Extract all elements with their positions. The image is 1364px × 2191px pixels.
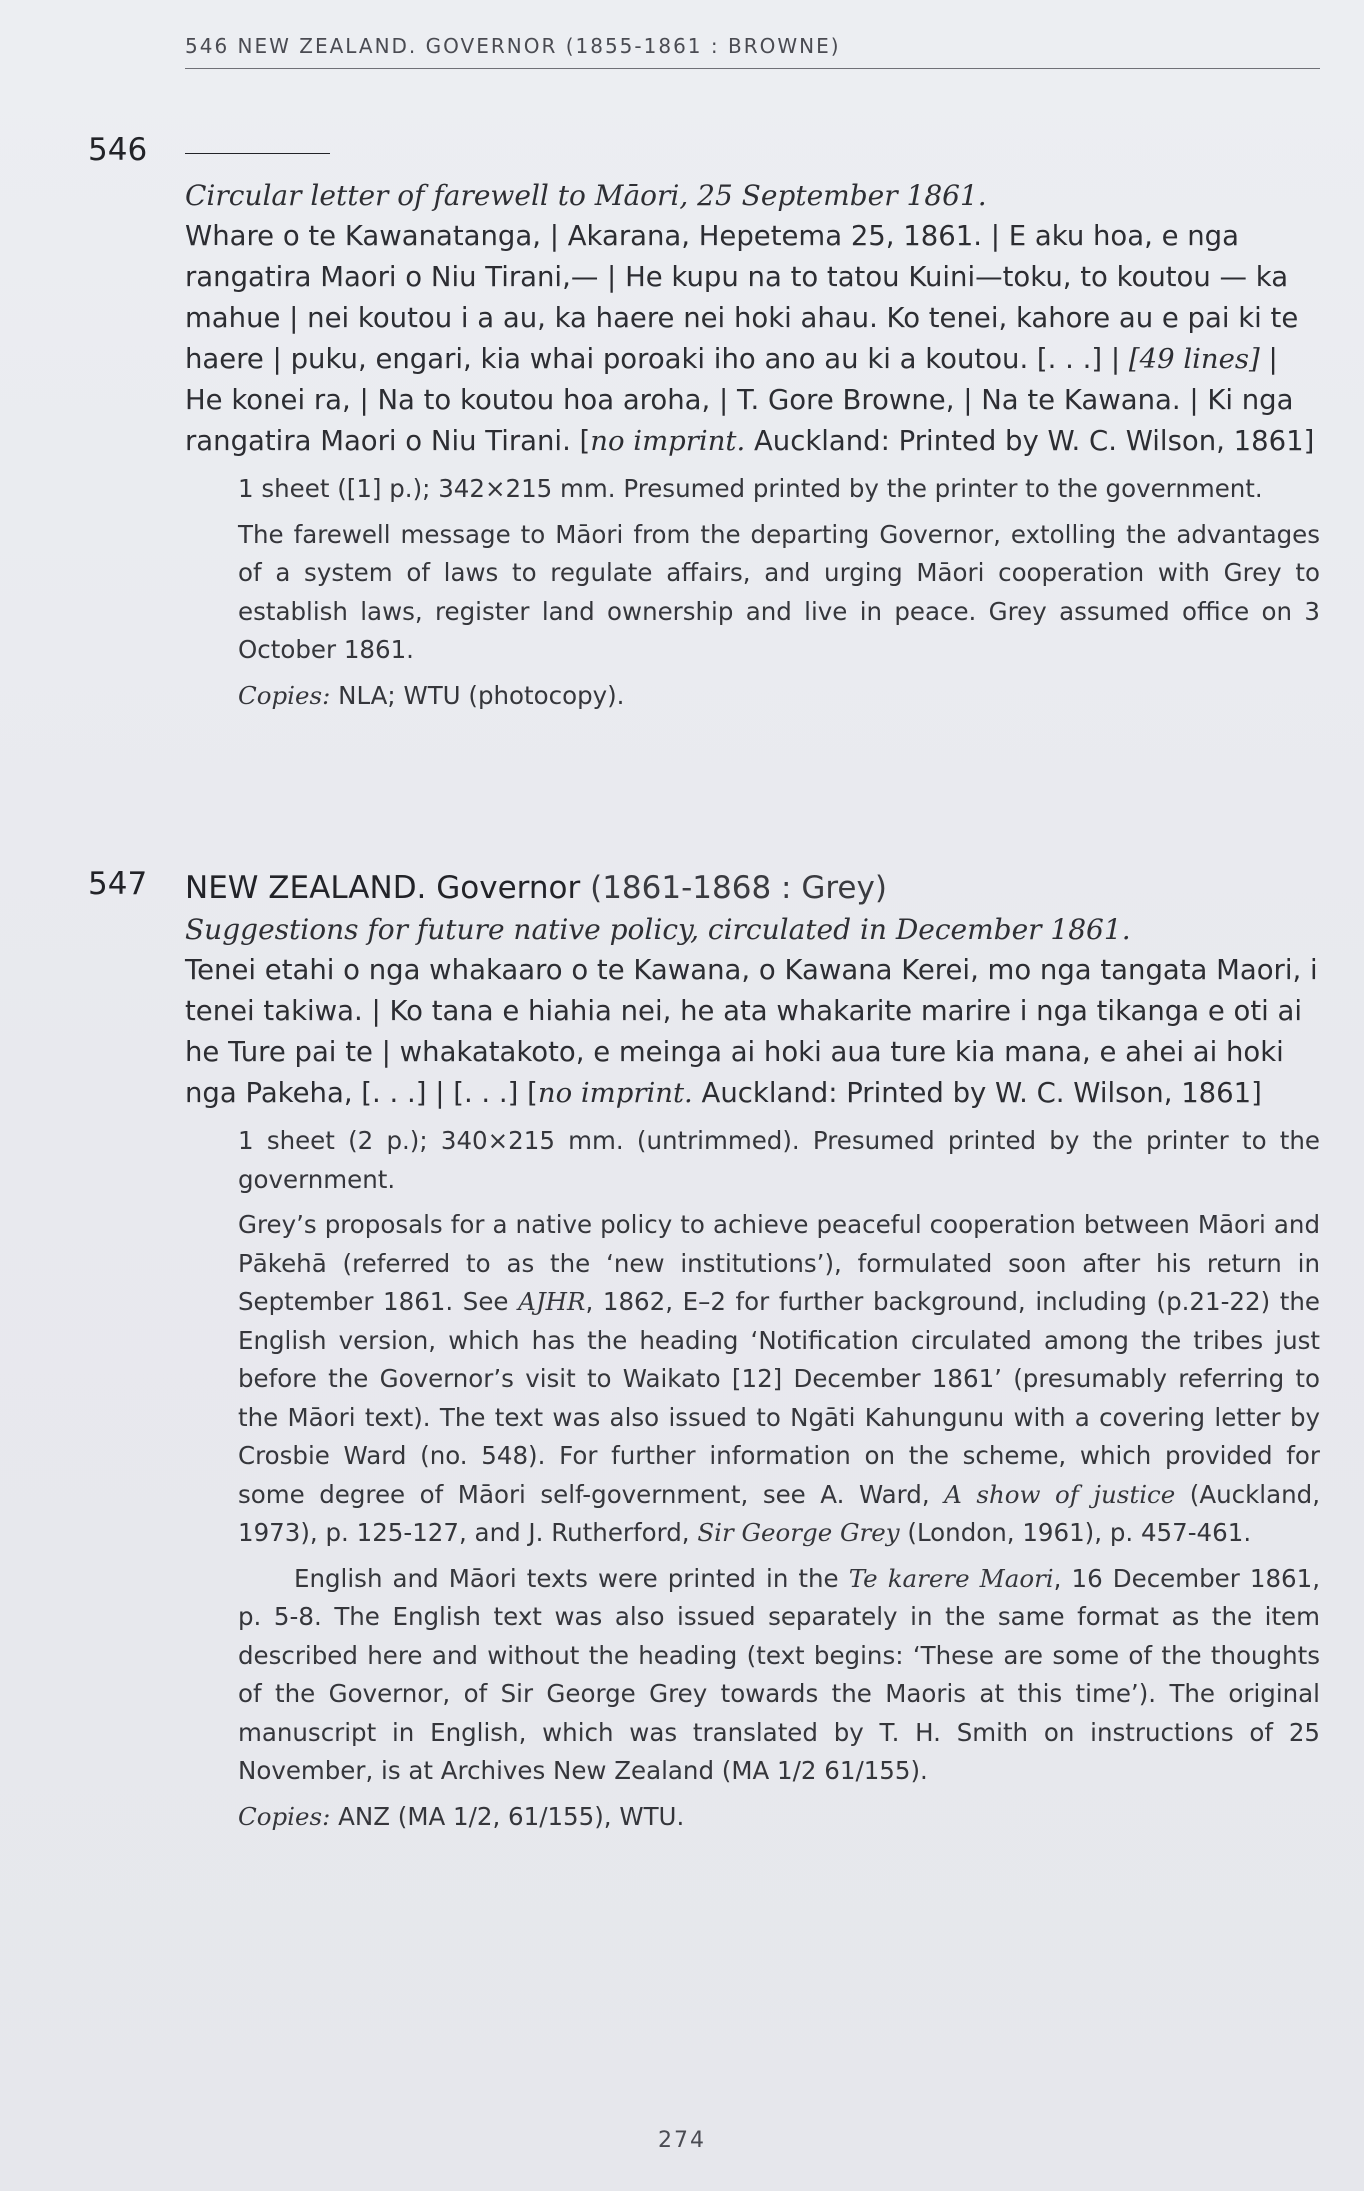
transcription-text: Tenei etahi o nga whakaaro o te Kawana, o Kawana Kerei, mo nga tangata Maori, i tenei takiwa. | Ko tana e hiahia nei, he ata whakarite marire i nga tikanga e oti ai he Ture pai te | whakatakoto, e meinga ai hoki aua ture kia mana, e ahei ai hoki nga Pakeha, [. . .] | [. . .] [ (185, 954, 1318, 1109)
page-number: 274 (658, 2128, 706, 2153)
entry-body (185, 132, 1320, 715)
entry-notes (238, 470, 1320, 715)
author-name: NEW ZEALAND. Governor (185, 870, 581, 906)
note-text: 1 sheet (2 p.); 340×215 mm. (untrimmed). Presumed printed by the printer to the government. (238, 1126, 1320, 1194)
transcription-text: Auckland: Printed by W. C. Wilson, 1861] (692, 1077, 1262, 1109)
transcription-text: Whare o te Kawanatanga, | Akarana, Hepetema 25, 1861. | E aku hoa, e nga rangatira Maori o Niu Tirani,— | He kupu na to tatou Kuini—toku, to koutou — ka mahue | nei koutou i a au, ka haere nei hoki ahau. Ko tenei, kahore au e pai ki te haere | puku, engari, kia whai poroaki iho ano au ki a koutou. [. . .] | (185, 220, 1299, 375)
note-text: (Auckland, 1973), p. 125-127, and J. Rutherford, (238, 1479, 1320, 1547)
copies-note (238, 677, 1320, 716)
note-text: Grey’s proposals for a native policy to achieve peaceful cooperation between Māori and Pākehā (referred to as the ‘new institutions’), formulated soon after his return in September 1861. See (238, 1210, 1320, 1316)
note-text: , 1862, E–2 for further background, including (p.21-22) the English version, which has the heading ‘Notification circulated among the tribes just before the Governor’s visit to Waikato [12] December 1861’ (presumably referring to the Māori text). The text was also issued to Ngāti Kahungunu with a covering letter by Crosbie Ward (no. 548). For further information on the scheme, which provided for some degree of Māori self-government, see A. Ward, (238, 1287, 1320, 1509)
note-text: 1 sheet ([1] p.); 342×215 mm. Presumed printed by the printer to the government. (238, 474, 1263, 503)
copies-label: Copies: (238, 680, 331, 710)
note-text: (London, 1961), p. 457-461. (899, 1518, 1252, 1547)
transcription-text: Auckland: Printed by W. C. Wilson, 1861] (745, 425, 1315, 457)
note-text: , 16 December 1861, p. 5-8. The English text was also issued separately in the same format as the item described here and without the heading (text begins: ‘These are some of the thoughts of the Governor, of Sir George Grey towards the Maoris at this time’). The original manuscript in English, which was translated by T. H. Smith on instructions of 25 November, is at Archives New Zealand (MA 1/2 61/155). (238, 1563, 1321, 1785)
copies-holdings: ANZ (MA 1/2, 61/155), WTU. (330, 1801, 685, 1831)
author-repeat-rule (185, 153, 330, 154)
running-head: 546 NEW ZEALAND. GOVERNOR (1855-1861 : BROWNE) (185, 34, 1320, 69)
catalogue-entry (88, 132, 1320, 722)
entry-notes (238, 1122, 1320, 1836)
transcription-text: | He konei ra, | Na to koutou hoa aroha, | T. Gore Browne, | Na te Kawana. | Ki nga rangatira Maori o Niu Tirani. [ (185, 343, 1294, 457)
note-italic: Te karere Maori (848, 1563, 1054, 1593)
publication-note (238, 1560, 1320, 1791)
transcription (185, 950, 1320, 1114)
author-dates: (1861-1868 : Grey) (590, 870, 887, 906)
physical-description (238, 1122, 1320, 1199)
transcription (185, 216, 1320, 462)
transcription-italic: [49 lines] (1128, 343, 1260, 375)
catalogue-entry (88, 866, 1320, 1843)
entry-body (185, 866, 1320, 1836)
entry-title: Suggestions for future native policy, circulated in December 1861. (185, 913, 1131, 946)
note-text: English and Māori texts were printed in the (294, 1563, 849, 1593)
note-text: The farewell message to Māori from the departing Governor, extolling the advantages of a system of laws to regulate affairs, and urging Māori cooperation with Grey to establish laws, register land ownership and live in peace. Grey assumed office on 3 October 1861. (238, 519, 1320, 664)
copies-holdings: NLA; WTU (photocopy). (330, 680, 625, 710)
entry-title: Circular letter of farewell to Māori, 25 September 1861. (185, 179, 987, 212)
copies-note (238, 1798, 1320, 1837)
entry-heading (185, 866, 1320, 910)
entry-heading (185, 132, 1320, 176)
physical-description (238, 470, 1320, 509)
entry-number: 546 (88, 132, 148, 168)
transcription-italic: no imprint. (537, 1077, 693, 1109)
note-italic: Sir George Grey (697, 1518, 900, 1547)
note-italic: AJHR (518, 1287, 586, 1316)
note-italic: A show of justice (944, 1479, 1176, 1509)
copies-label: Copies: (238, 1801, 331, 1831)
content-note (238, 1206, 1320, 1553)
transcription-italic: no imprint. (590, 425, 746, 457)
entry-number: 547 (88, 866, 148, 902)
content-note (238, 516, 1320, 670)
